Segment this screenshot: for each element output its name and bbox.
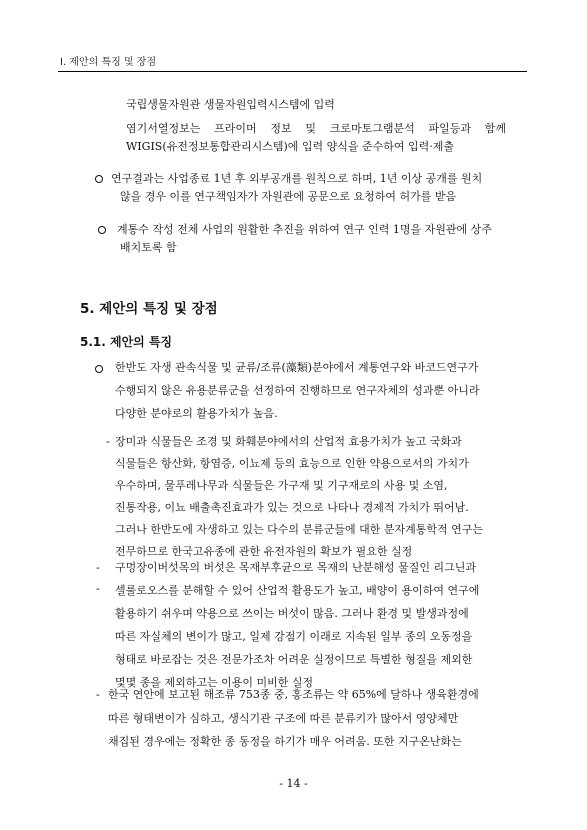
circle-bullet-icon <box>95 175 103 183</box>
para3-line: 채집된 경우에는 정확한 종 동정을 하기가 매우 어려움. 또한 지구온난화는 <box>108 735 462 748</box>
section-heading: 5. 제안의 특징 및 장점 <box>80 301 218 317</box>
feature-line-3: 다양한 분야로의 활용가치가 높음. <box>115 407 278 420</box>
header-rule <box>58 71 527 72</box>
intro-dash-line-2: WIGIS(유전정보통합관리시스템)에 입력 양식을 준수하여 입력·제출 <box>126 140 455 153</box>
para1-line: 장미과 식물들은 조경 및 화훼분야에서의 산업적 효용가치가 높고 국화과 <box>115 435 462 448</box>
para1-line: 전무하므로 한국고유종에 관한 유전자원의 확보가 필요한 실정 <box>115 545 413 558</box>
para2-line: 몇몇 종을 제외하고는 이용이 미비한 실정 <box>115 676 314 689</box>
dash-bullet: - <box>96 582 100 595</box>
running-header: I. 제안의 특징 및 장점 <box>60 57 157 68</box>
para2-line: 활용하기 쉬우며 약용으로 쓰이는 버섯이 많음. 그러나 환경 및 발생과정에 <box>115 607 469 620</box>
subsection-heading: 5.1. 제안의 특징 <box>80 335 173 349</box>
intro-circle2-line-1: 계통수 작성 전체 사업의 원활한 추진을 위하여 연구 인력 1명을 자원관에 상주 <box>117 223 492 236</box>
para1-line: 우수하며, 물푸레나무과 식물들은 가구재 및 기구재로의 사용 및 소염, <box>115 479 448 492</box>
feature-line-1: 한반도 자생 관속식물 및 균류/조류(藻類)분야에서 계통연구와 바코드연구가 <box>115 361 479 374</box>
para2-line: 형태로 바로잡는 것은 전문가조차 어려운 실정이므로 특별한 형질을 제외한 <box>115 653 473 666</box>
intro-line: 국립생물자원관 생물자원입력시스템에 입력 <box>126 98 335 111</box>
intro-dash-line-1: 염기서열정보는 프라이머 정보 및 크로마토그램분석 파일등과 함께 <box>126 122 506 135</box>
intro-circle1-line-1: 연구결과는 사업종료 1년 후 외부공개를 원칙으로 하며, 1년 이상 공개를 원치 <box>111 172 483 185</box>
feature-line-2: 수행되지 않은 유용분류군을 선정하여 진행하므로 연구자체의 성과뿐 아니라 <box>115 384 480 397</box>
para3-line: 따른 형태변이가 심하고, 생식기관 구조에 따른 분류키가 많아서 영양체만 <box>108 712 459 725</box>
dash-bullet: - <box>96 561 100 574</box>
para2-line: 따른 자실체의 변이가 많고, 일제 강점기 이래로 지속된 일부 종의 오동정을 <box>115 630 473 643</box>
page-number: - 14 - <box>279 777 308 790</box>
dash-bullet: - <box>106 435 110 448</box>
para3-line: 한국 연안에 보고된 해조류 753종 중, 홍조류는 약 65%에 달하나 생육환경에 <box>108 688 479 701</box>
para2-line: 구멍장이버섯목의 버섯은 목재부후균으로 목재의 난분해성 물질인 리그닌과 <box>115 561 477 574</box>
dash-bullet: - <box>96 688 100 701</box>
para1-line: 진통작용, 이뇨 배출촉진효과가 있는 것으로 나타나 경제적 가치가 뛰어남. <box>115 501 469 514</box>
circle-bullet-icon <box>95 365 103 373</box>
para2-line: 셀룰로오스를 분해할 수 있어 산업적 활용도가 높고, 배양이 용이하여 연구에 <box>115 584 480 597</box>
circle-bullet-icon <box>98 226 106 234</box>
para1-line: 식물들은 항산화, 항염증, 이뇨제 등의 효능으로 인한 약용으로서의 가치가 <box>115 457 469 470</box>
para1-line: 그러나 한반도에 자생하고 있는 다수의 분류군들에 대한 분자계통학적 연구는 <box>115 523 484 536</box>
intro-circle2-line-2: 배치토록 함 <box>120 241 177 254</box>
intro-circle1-line-2: 않을 경우 이를 연구책임자가 자원관에 공문으로 요청하여 허가를 받음 <box>120 190 457 203</box>
